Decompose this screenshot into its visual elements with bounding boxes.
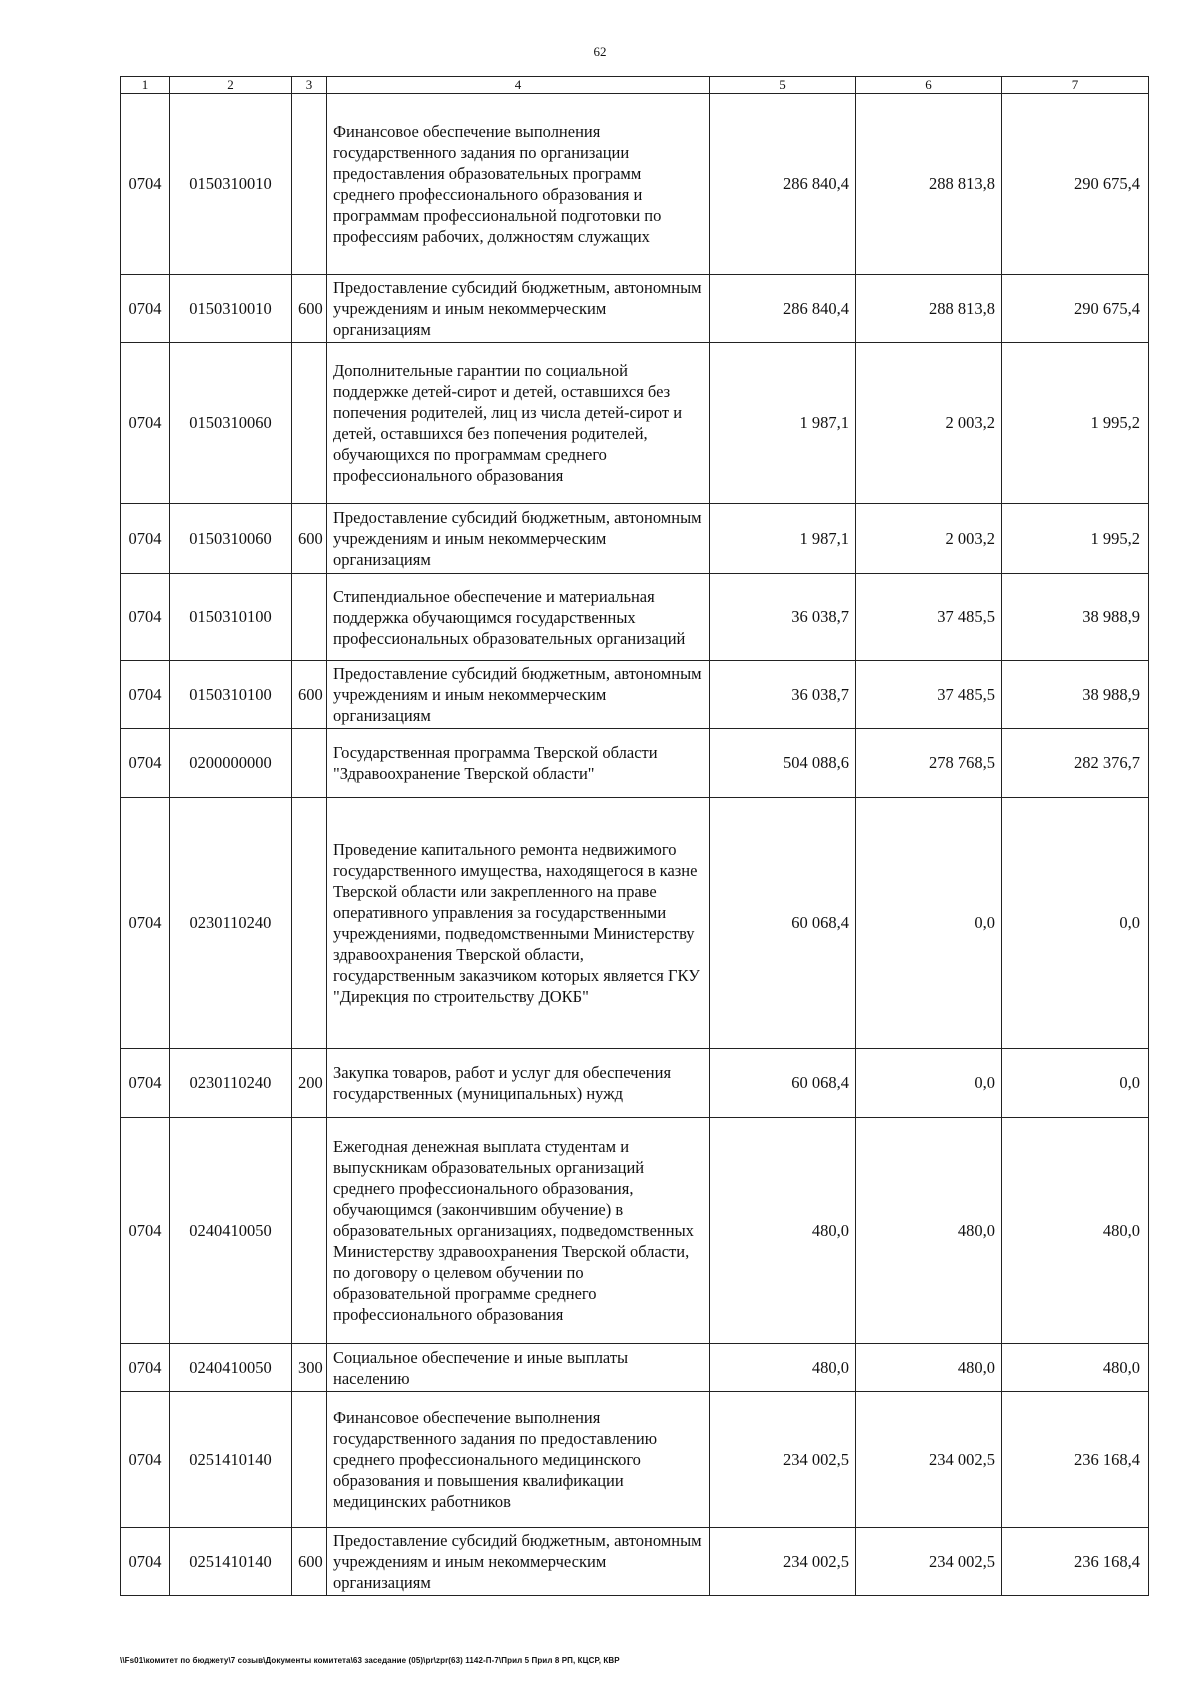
amount-col-6: 2 003,2 — [856, 343, 1002, 504]
expense-type-code — [292, 1392, 327, 1528]
header-cell-2: 2 — [170, 77, 292, 94]
amount-col-6: 2 003,2 — [856, 504, 1002, 574]
amount-col-7: 236 168,4 — [1002, 1392, 1149, 1528]
amount-col-6: 37 485,5 — [856, 574, 1002, 661]
expense-type-code — [292, 729, 327, 798]
amount-col-5: 234 002,5 — [710, 1392, 856, 1528]
expense-type-code — [292, 1118, 327, 1344]
description: Предоставление субсидий бюджетным, автономным учреждениям и иным некоммерческим организациям — [327, 504, 710, 574]
amount-col-5: 504 088,6 — [710, 729, 856, 798]
amount-col-7: 282 376,7 — [1002, 729, 1149, 798]
target-article-code: 0150310100 — [170, 574, 292, 661]
expense-type-code: 200 — [292, 1049, 327, 1118]
expense-type-code: 600 — [292, 504, 327, 574]
target-article-code: 0230110240 — [170, 798, 292, 1049]
header-cell-6: 6 — [856, 77, 1002, 94]
target-article-code: 0200000000 — [170, 729, 292, 798]
description: Финансовое обеспечение выполнения государственного задания по организации предоставления образовательных программ среднего профессионального образования и программам профессиональной подготовки по профессиям рабочих, должностям служащих — [327, 94, 710, 275]
description: Предоставление субсидий бюджетным, автономным учреждениям и иным некоммерческим организациям — [327, 275, 710, 343]
description: Ежегодная денежная выплата студентам и выпускникам образовательных организаций среднего профессионального образования, обучающимся (закончившим обучение) в образовательных организациях, подведомственных Министерству здравоохранения Тверской области, по договору о целевом обучении по образовательной программе среднего профессионального образования — [327, 1118, 710, 1344]
table-row — [121, 343, 1149, 504]
description: Проведение капитального ремонта недвижимого государственного имущества, находящегося в казне Тверской области или закрепленного на праве оперативного управления за государственными учреждениями, подведомственными Министерству здравоохранения Тверской области, государственным заказчиком которых является ГКУ "Дирекция по строительству ДОКБ" — [327, 798, 710, 1049]
amount-col-7: 1 995,2 — [1002, 504, 1149, 574]
target-article-code: 0251410140 — [170, 1392, 292, 1528]
section-code: 0704 — [121, 661, 170, 729]
amount-col-5: 286 840,4 — [710, 94, 856, 275]
section-code: 0704 — [121, 1344, 170, 1392]
table-row — [121, 1392, 1149, 1528]
header-row — [121, 77, 1149, 94]
table-row — [121, 729, 1149, 798]
target-article-code: 0251410140 — [170, 1528, 292, 1596]
target-article-code: 0150310100 — [170, 661, 292, 729]
expense-type-code — [292, 94, 327, 275]
amount-col-5: 1 987,1 — [710, 343, 856, 504]
description: Государственная программа Тверской области "Здравоохранение Тверской области" — [327, 729, 710, 798]
section-code: 0704 — [121, 574, 170, 661]
table-row — [121, 1049, 1149, 1118]
header-cell-3: 3 — [292, 77, 327, 94]
target-article-code: 0150310010 — [170, 94, 292, 275]
target-article-code: 0150310010 — [170, 275, 292, 343]
amount-col-5: 286 840,4 — [710, 275, 856, 343]
target-article-code: 0150310060 — [170, 504, 292, 574]
header-cell-4: 4 — [327, 77, 710, 94]
table-row — [121, 275, 1149, 343]
expense-type-code: 600 — [292, 275, 327, 343]
amount-col-6: 288 813,8 — [856, 275, 1002, 343]
description: Предоставление субсидий бюджетным, автономным учреждениям и иным некоммерческим организациям — [327, 661, 710, 729]
expense-type-code: 600 — [292, 661, 327, 729]
target-article-code: 0240410050 — [170, 1344, 292, 1392]
section-code: 0704 — [121, 1528, 170, 1596]
amount-col-6: 37 485,5 — [856, 661, 1002, 729]
amount-col-5: 480,0 — [710, 1118, 856, 1344]
amount-col-5: 234 002,5 — [710, 1528, 856, 1596]
section-code: 0704 — [121, 94, 170, 275]
amount-col-7: 290 675,4 — [1002, 275, 1149, 343]
description: Закупка товаров, работ и услуг для обеспечения государственных (муниципальных) нужд — [327, 1049, 710, 1118]
table-row — [121, 1528, 1149, 1596]
description: Дополнительные гарантии по социальной поддержке детей-сирот и детей, оставшихся без попечения родителей, лиц из числа детей-сирот и детей, оставшихся без попечения родителей, обучающихся по программам среднего профессионального образования — [327, 343, 710, 504]
table-row — [121, 798, 1149, 1049]
amount-col-6: 288 813,8 — [856, 94, 1002, 275]
expense-type-code — [292, 343, 327, 504]
amount-col-5: 36 038,7 — [710, 661, 856, 729]
file-path-footer: \\Fs01\комитет по бюджету\7 созыв\Документы комитета\63 заседание (05)\pr\zpr(63) 1142-П-7\Прил 5 Прил 8 РП, КЦСР, КВР — [120, 1656, 620, 1665]
section-code: 0704 — [121, 729, 170, 798]
description: Финансовое обеспечение выполнения государственного задания по предоставлению среднего профессионального медицинского образования и повышения квалификации медицинских работников — [327, 1392, 710, 1528]
amount-col-6: 234 002,5 — [856, 1528, 1002, 1596]
amount-col-5: 1 987,1 — [710, 504, 856, 574]
amount-col-5: 480,0 — [710, 1344, 856, 1392]
expense-type-code — [292, 574, 327, 661]
amount-col-7: 480,0 — [1002, 1344, 1149, 1392]
amount-col-7: 480,0 — [1002, 1118, 1149, 1344]
amount-col-5: 60 068,4 — [710, 1049, 856, 1118]
target-article-code: 0240410050 — [170, 1118, 292, 1344]
amount-col-6: 480,0 — [856, 1118, 1002, 1344]
expense-type-code: 600 — [292, 1528, 327, 1596]
table-row — [121, 1344, 1149, 1392]
header-cell-5: 5 — [710, 77, 856, 94]
table-row — [121, 504, 1149, 574]
amount-col-6: 234 002,5 — [856, 1392, 1002, 1528]
section-code: 0704 — [121, 1118, 170, 1344]
amount-col-7: 0,0 — [1002, 798, 1149, 1049]
section-code: 0704 — [121, 275, 170, 343]
description: Социальное обеспечение и иные выплаты населению — [327, 1344, 710, 1392]
amount-col-6: 0,0 — [856, 1049, 1002, 1118]
table-row — [121, 574, 1149, 661]
table-row — [121, 661, 1149, 729]
amount-col-5: 36 038,7 — [710, 574, 856, 661]
amount-col-6: 0,0 — [856, 798, 1002, 1049]
section-code: 0704 — [121, 1392, 170, 1528]
table-row — [121, 1118, 1149, 1344]
description: Стипендиальное обеспечение и материальная поддержка обучающимся государственных профессиональных образовательных организаций — [327, 574, 710, 661]
target-article-code: 0150310060 — [170, 343, 292, 504]
header-cell-1: 1 — [121, 77, 170, 94]
amount-col-7: 38 988,9 — [1002, 661, 1149, 729]
amount-col-6: 278 768,5 — [856, 729, 1002, 798]
description: Предоставление субсидий бюджетным, автономным учреждениям и иным некоммерческим организациям — [327, 1528, 710, 1596]
section-code: 0704 — [121, 1049, 170, 1118]
section-code: 0704 — [121, 798, 170, 1049]
amount-col-7: 236 168,4 — [1002, 1528, 1149, 1596]
amount-col-5: 60 068,4 — [710, 798, 856, 1049]
target-article-code: 0230110240 — [170, 1049, 292, 1118]
amount-col-6: 480,0 — [856, 1344, 1002, 1392]
header-cell-7: 7 — [1002, 77, 1149, 94]
amount-col-7: 0,0 — [1002, 1049, 1149, 1118]
amount-col-7: 1 995,2 — [1002, 343, 1149, 504]
expense-type-code — [292, 798, 327, 1049]
budget-table — [120, 76, 1149, 1596]
section-code: 0704 — [121, 343, 170, 504]
amount-col-7: 290 675,4 — [1002, 94, 1149, 275]
table-row — [121, 94, 1149, 275]
expense-type-code: 300 — [292, 1344, 327, 1392]
amount-col-7: 38 988,9 — [1002, 574, 1149, 661]
page-number: 62 — [593, 44, 607, 59]
section-code: 0704 — [121, 504, 170, 574]
